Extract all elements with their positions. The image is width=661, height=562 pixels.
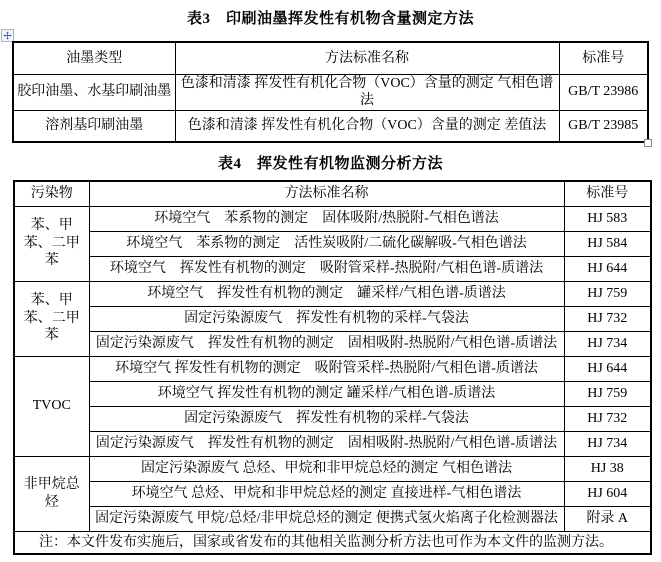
method-name-cell: 色漆和清漆 挥发性有机化合物（VOC）含量的测定 气相色谱法: [175, 74, 559, 110]
table3-title: 表3 印刷油墨挥发性有机物含量测定方法: [186, 11, 474, 27]
method-name-cell: 固定污染源废气 甲烷/总烃/非甲烷总烃的测定 便携式氢火焰离子化检测器法: [89, 506, 564, 531]
table3-header-ink-type: 油墨类型: [13, 42, 175, 74]
table3-ink-voc-methods: [12, 41, 649, 143]
table-row: [14, 431, 651, 456]
method-name-cell: 固定污染源废气 挥发性有机物的测定 固相吸附-热脱附/气相色谱-质谱法: [89, 431, 564, 456]
table-row: [14, 331, 651, 356]
method-name-cell: 固定污染源废气 总烃、甲烷和非甲烷总烃的测定 气相色谱法: [89, 456, 564, 481]
pollutant-cell: 非甲烷总烃: [14, 456, 89, 531]
standard-no-cell: HJ 759: [564, 381, 651, 406]
pollutant-cell: 苯、甲苯、二甲苯: [14, 281, 89, 356]
standard-no-cell: HJ 732: [564, 306, 651, 331]
standard-no-cell: HJ 734: [564, 431, 651, 456]
method-name-cell: 固定污染源废气 挥发性有机物的测定 固相吸附-热脱附/气相色谱-质谱法: [89, 331, 564, 356]
standard-no-cell: HJ 734: [564, 331, 651, 356]
table-row: [14, 456, 651, 481]
table-row: [14, 306, 651, 331]
table4-title: 表4 挥发性有机物监测分析方法: [217, 156, 443, 172]
table4-header-method-name: 方法标准名称: [89, 181, 564, 206]
table3-header-standard-no: 标准号: [559, 42, 648, 74]
table-resize-handle[interactable]: [644, 139, 652, 147]
standard-no-cell: HJ 583: [564, 206, 651, 231]
method-name-cell: 环境空气 挥发性有机物的测定 罐采样/气相色谱-质谱法: [89, 381, 564, 406]
table-row: [14, 406, 651, 431]
standard-no-cell: GB/T 23986: [559, 74, 648, 110]
method-name-cell: 环境空气 苯系物的测定 固体吸附/热脱附-气相色谱法: [89, 206, 564, 231]
table-row: [14, 481, 651, 506]
table-row: [14, 256, 651, 281]
standard-no-cell: HJ 644: [564, 356, 651, 381]
method-name-cell: 固定污染源废气 挥发性有机物的采样-气袋法: [89, 406, 564, 431]
table-row: [13, 110, 648, 142]
table-row: [14, 281, 651, 306]
table3-header-row: [13, 42, 648, 74]
method-name-cell: 色漆和清漆 挥发性有机化合物（VOC）含量的测定 差值法: [175, 110, 559, 142]
standard-no-cell: HJ 732: [564, 406, 651, 431]
standard-no-cell: 附录 A: [564, 506, 651, 531]
standard-no-cell: HJ 38: [564, 456, 651, 481]
ink-type-cell: 溶剂基印刷油墨: [13, 110, 175, 142]
pollutant-cell: TVOC: [14, 356, 89, 456]
table-row: [14, 206, 651, 231]
standard-no-cell: GB/T 23985: [559, 110, 648, 142]
table-row: [14, 381, 651, 406]
method-name-cell: 固定污染源废气 挥发性有机物的采样-气袋法: [89, 306, 564, 331]
ink-type-cell: 胶印油墨、水基印刷油墨: [13, 74, 175, 110]
table-row: [13, 74, 648, 110]
standard-no-cell: HJ 604: [564, 481, 651, 506]
table-row: [14, 506, 651, 531]
table4-header-row: [14, 181, 651, 206]
move-icon: [3, 31, 12, 40]
note-cell: 注：本文件发布实施后，国家或省发布的其他相关监测分析方法也可作为本文件的监测方法。: [14, 531, 651, 554]
table4-header-pollutant: 污染物: [14, 181, 89, 206]
method-name-cell: 环境空气 挥发性有机物的测定 吸附管采样-热脱附/气相色谱-质谱法: [89, 356, 564, 381]
table4-note-row: [14, 531, 651, 554]
standard-no-cell: HJ 644: [564, 256, 651, 281]
table4-header-standard-no: 标准号: [564, 181, 651, 206]
method-name-cell: 环境空气 总烃、甲烷和非甲烷总烃的测定 直接进样-气相色谱法: [89, 481, 564, 506]
method-name-cell: 环境空气 挥发性有机物的测定 罐采样/气相色谱-质谱法: [89, 281, 564, 306]
table-row: [14, 231, 651, 256]
standard-no-cell: HJ 584: [564, 231, 651, 256]
table-row: [14, 356, 651, 381]
pollutant-cell: 苯、甲苯、二甲苯: [14, 206, 89, 281]
method-name-cell: 环境空气 苯系物的测定 活性炭吸附/二硫化碳解吸-气相色谱法: [89, 231, 564, 256]
table4-voc-monitoring-methods: [13, 180, 652, 555]
method-name-cell: 环境空气 挥发性有机物的测定 吸附管采样-热脱附/气相色谱-质谱法: [89, 256, 564, 281]
standard-no-cell: HJ 759: [564, 281, 651, 306]
table3-header-method-name: 方法标准名称: [175, 42, 559, 74]
